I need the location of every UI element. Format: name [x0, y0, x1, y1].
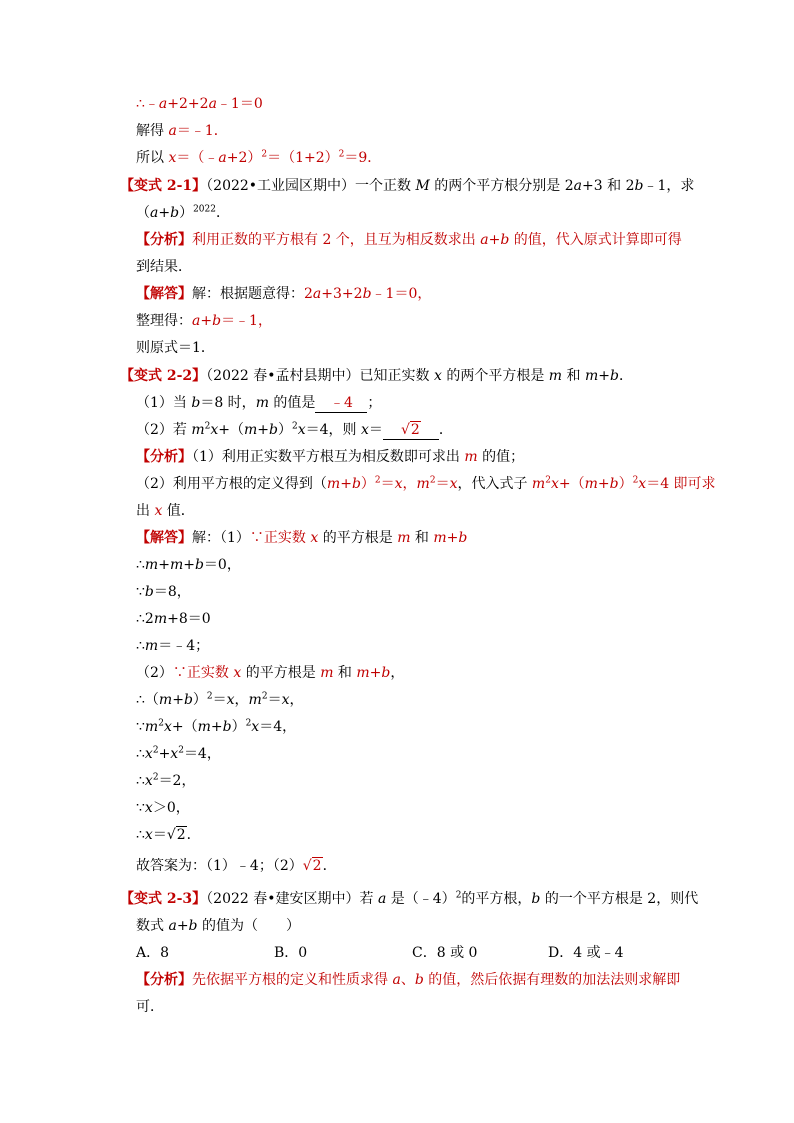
- text: 的两个平方根分别是 2: [429, 178, 574, 194]
- sqrt-arg: 2: [410, 422, 420, 438]
- var: x: [144, 800, 153, 816]
- var: m: [584, 476, 598, 492]
- text: +: [158, 557, 170, 573]
- text: +: [158, 746, 171, 762]
- variant-2-3-question-cont: [136, 917, 300, 935]
- text: ；: [367, 395, 382, 411]
- analysis-label: 【分析】: [136, 972, 192, 988]
- variant-2-1-solution: [136, 285, 431, 303]
- solution-label: 【解答】: [136, 530, 192, 546]
- text: 值．: [162, 503, 195, 519]
- var: m: [169, 557, 184, 573]
- text: ∵正实数: [172, 665, 234, 681]
- var: m: [356, 665, 370, 681]
- text: ∴: [136, 827, 145, 843]
- answer-blank: ﹣4: [315, 394, 367, 413]
- step: [136, 772, 195, 790]
- text: （: [136, 205, 150, 221]
- text: （2）利用平方根的定义得到（: [136, 476, 327, 492]
- var: b: [183, 692, 193, 708]
- text: ，: [402, 476, 417, 492]
- text: ＝9．: [344, 150, 382, 166]
- text: ．: [322, 858, 337, 874]
- text: +（: [218, 422, 245, 438]
- var: m: [197, 719, 211, 735]
- var: x: [170, 746, 179, 762]
- text: +: [183, 557, 195, 573]
- var: b: [414, 972, 424, 988]
- sup: 2: [545, 475, 551, 486]
- var: x: [154, 503, 163, 519]
- step: [136, 610, 211, 628]
- var: a: [218, 150, 227, 166]
- intro-line-2: [136, 122, 228, 140]
- variant-label: 【变式 2-1】: [120, 178, 207, 194]
- text: ＝4 即可求: [646, 476, 716, 492]
- text: ＝: [368, 422, 383, 438]
- var: b: [362, 286, 372, 302]
- text: +2+2: [167, 96, 209, 112]
- var: m: [464, 449, 478, 465]
- variant-2-2-part-1: [136, 394, 381, 412]
- var: m: [416, 476, 430, 492]
- text: +2）: [226, 150, 262, 166]
- text: 和: [410, 530, 434, 546]
- text: 的值；: [477, 449, 525, 465]
- text: ＝4，: [183, 746, 221, 762]
- option-d[interactable]: D．4 或﹣4: [548, 945, 624, 961]
- text: ．: [618, 368, 633, 384]
- sqrt-arg: 2: [312, 858, 322, 874]
- var: b: [634, 178, 644, 194]
- text: ＝: [435, 476, 450, 492]
- var: m: [531, 476, 546, 492]
- text: +: [446, 530, 459, 546]
- text: （2022•工业园区期中）一个正数: [206, 178, 416, 194]
- var: m: [144, 719, 159, 735]
- step: [136, 718, 296, 736]
- text: +: [200, 313, 213, 329]
- variant-2-2-question: [120, 367, 633, 385]
- var: x: [297, 422, 306, 438]
- text: ﹣1＝0: [216, 96, 263, 112]
- var: b: [381, 665, 391, 681]
- var: m: [144, 557, 159, 573]
- text: 所以: [136, 150, 169, 166]
- var: x: [550, 476, 559, 492]
- text: ＝4，: [259, 719, 297, 735]
- text: ∴: [136, 746, 145, 762]
- text: 解得: [136, 123, 169, 139]
- text: ＝: [212, 692, 227, 708]
- sup: 2: [178, 745, 184, 756]
- sqrt-expression: [167, 826, 187, 844]
- var: x: [233, 665, 242, 681]
- text: 和: [333, 665, 357, 681]
- variant-2-2-analysis-3: [136, 502, 195, 520]
- text: ＝8，: [153, 584, 191, 600]
- var: b: [500, 232, 510, 248]
- text: ＝﹣4；: [158, 638, 210, 654]
- variant-2-3-question: [120, 890, 698, 908]
- text: ∵: [136, 800, 145, 816]
- text: +8＝0: [167, 611, 211, 627]
- sqrt-radical: √: [166, 827, 176, 843]
- sqrt-expression: [303, 857, 323, 875]
- var: x: [449, 476, 458, 492]
- var: x: [251, 719, 260, 735]
- text: ∴: [136, 638, 145, 654]
- variant-2-2-analysis-2: [136, 475, 716, 493]
- var: a: [168, 918, 177, 934]
- text: （2）: [136, 665, 173, 681]
- text: ）: [192, 692, 207, 708]
- variant-2-3-analysis: [136, 971, 680, 989]
- var: x: [163, 719, 172, 735]
- sup: 2: [204, 421, 211, 432]
- var: a: [168, 123, 177, 139]
- var: a: [312, 286, 322, 302]
- sup: 2: [158, 718, 164, 729]
- variant-label: 【变式 2-2】: [120, 368, 207, 384]
- text: 的平方根是: [241, 665, 321, 681]
- var: m: [433, 530, 447, 546]
- text: ＝﹣1．: [176, 123, 228, 139]
- variant-2-1-step: [136, 312, 272, 330]
- var: a: [573, 178, 583, 194]
- text: ﹣1，求: [643, 178, 695, 194]
- text: ＝: [267, 692, 282, 708]
- text: （2022 春•孟村县期中）已知正实数: [206, 368, 434, 384]
- text: 的两个平方根是: [441, 368, 549, 384]
- text: 则原式＝1．: [136, 340, 215, 356]
- step: [136, 799, 190, 817]
- text: +: [210, 719, 223, 735]
- variant-2-2-solution: [136, 529, 467, 547]
- var: m: [326, 476, 341, 492]
- variant-2-2-part-2: [136, 421, 453, 439]
- text: ∴﹣: [136, 96, 159, 112]
- text: 的值是: [268, 395, 316, 411]
- sup: 2: [338, 149, 345, 160]
- var: b: [269, 422, 278, 438]
- var: x: [144, 746, 153, 762]
- text: +3 和 2: [582, 178, 635, 194]
- text: 和: [562, 368, 585, 384]
- variant-label: 【变式 2-3】: [120, 891, 207, 907]
- text: ∵正实数: [249, 530, 311, 546]
- text: +3+2: [321, 286, 363, 302]
- text: 的平方根是: [318, 530, 398, 546]
- text: 可．: [136, 999, 164, 1015]
- text: ，代入式子: [457, 476, 532, 492]
- sqrt-expression: [401, 421, 421, 439]
- var: m: [158, 692, 173, 708]
- var: b: [609, 368, 619, 384]
- text: 出: [136, 503, 155, 519]
- text: （1）利用正实数平方根互为相反数即可求出: [192, 449, 465, 465]
- text: ）: [278, 422, 292, 438]
- step: [136, 826, 201, 844]
- var: b: [212, 313, 222, 329]
- var: x: [210, 422, 219, 438]
- var: x: [394, 476, 403, 492]
- step: [136, 745, 221, 763]
- text: +: [598, 368, 610, 384]
- var: b: [170, 205, 180, 221]
- solution-label: 【解答】: [136, 286, 192, 302]
- step: [136, 664, 404, 682]
- variant-2-1-question-cont: [136, 204, 230, 222]
- var: m: [584, 368, 599, 384]
- text: ∴: [136, 773, 145, 789]
- sqrt-arg: 2: [176, 827, 186, 843]
- intro-line-3: [136, 149, 381, 167]
- text: 解：根据题意得：: [192, 286, 304, 302]
- var: m: [191, 422, 205, 438]
- variant-2-3-analysis-cont: [136, 998, 164, 1016]
- variant-2-2-answer: [136, 857, 337, 875]
- text: 利用正数的平方根有 2 个，且互为相反数求出: [192, 232, 481, 248]
- var: a: [208, 96, 217, 112]
- text: +（: [558, 476, 585, 492]
- text: ．: [438, 422, 453, 438]
- var: x: [361, 422, 369, 438]
- text: ）: [231, 719, 246, 735]
- var: m: [320, 665, 334, 681]
- var: x: [144, 827, 153, 843]
- text: +: [158, 205, 171, 221]
- text: +: [369, 665, 382, 681]
- text: ∴: [136, 557, 145, 573]
- sup: 2: [152, 745, 159, 756]
- option-a[interactable]: A．8: [136, 945, 170, 961]
- var: b: [222, 719, 232, 735]
- text: ＝（﹣: [176, 150, 219, 166]
- sqrt-radical: √: [400, 422, 410, 438]
- text: +（: [171, 719, 198, 735]
- text: ＝﹣1，: [221, 313, 272, 329]
- variant-2-1-analysis-cont: [136, 258, 192, 276]
- sup: 2: [245, 718, 252, 729]
- text: ＞0，: [152, 800, 190, 816]
- var: a: [192, 313, 201, 329]
- text: ＝（1+2）: [267, 150, 339, 166]
- var: b: [458, 530, 468, 546]
- var: m: [255, 395, 269, 411]
- var: x: [638, 476, 647, 492]
- sup: 2: [429, 475, 436, 486]
- text: 是（﹣4）: [386, 891, 456, 907]
- text: ＝2，: [158, 773, 196, 789]
- text: ＝: [380, 476, 395, 492]
- text: ∵: [136, 584, 145, 600]
- text: 2: [304, 286, 313, 302]
- analysis-label: 【分析】: [136, 449, 192, 465]
- text: 先依据平方根的定义和性质求得: [192, 972, 393, 988]
- var: m: [548, 368, 563, 384]
- text: 的一个平方根是 2，则代: [540, 891, 699, 907]
- answer-blank: [383, 421, 439, 440]
- var: a: [150, 205, 159, 221]
- text: 、: [400, 972, 415, 988]
- sup: 2: [455, 890, 462, 901]
- step: [136, 691, 303, 709]
- option-c[interactable]: C．8 或 0: [412, 945, 478, 961]
- var: x: [144, 773, 153, 789]
- var: b: [144, 584, 154, 600]
- var: m: [248, 692, 262, 708]
- text: （2022 春•建安区期中）若: [206, 891, 378, 907]
- var: x: [281, 692, 290, 708]
- analysis-label: 【分析】: [136, 232, 192, 248]
- text: 数式: [136, 918, 169, 934]
- var: m: [244, 422, 258, 438]
- text: ＝8 时，: [200, 395, 256, 411]
- var: x: [168, 150, 177, 166]
- sup: 2022: [193, 204, 216, 215]
- text: ）: [360, 476, 375, 492]
- text: +: [488, 232, 501, 248]
- text: ，: [289, 692, 304, 708]
- text: 到结果．: [136, 259, 192, 275]
- sup: 2: [261, 691, 268, 702]
- text: ，: [390, 665, 405, 681]
- intro-line-1: [136, 95, 263, 113]
- text: ∵: [136, 719, 145, 735]
- text: +: [597, 476, 610, 492]
- text: 的值，代入原式计算即可得: [509, 232, 682, 248]
- option-b[interactable]: B．0: [274, 945, 308, 961]
- text: +: [340, 476, 352, 492]
- variant-2-2-analysis: [136, 448, 524, 466]
- var: m: [153, 611, 168, 627]
- variant-2-1-result: [136, 339, 215, 357]
- var: b: [191, 395, 201, 411]
- text: （1）当: [136, 395, 192, 411]
- var: x: [310, 530, 319, 546]
- text: ∴（: [136, 692, 159, 708]
- text: ．: [186, 827, 201, 843]
- var: a: [158, 96, 168, 112]
- sup: 2: [261, 149, 268, 160]
- text: 整理得：: [136, 313, 192, 329]
- text: ＝4，则: [305, 422, 361, 438]
- sup: 2: [632, 475, 639, 486]
- var: b: [188, 918, 198, 934]
- text: +: [172, 692, 184, 708]
- text: 解：（1）: [192, 530, 250, 546]
- text: +: [176, 918, 189, 934]
- text: ∴2: [136, 611, 154, 627]
- var: b: [351, 476, 361, 492]
- var: m: [397, 530, 411, 546]
- var: x: [226, 692, 235, 708]
- text: ．: [215, 205, 230, 221]
- text: 的值，然后依据有理数的加法法则求解即: [423, 972, 681, 988]
- var: a: [377, 891, 387, 907]
- text: 的值为（ ）: [197, 918, 300, 934]
- sup: 2: [152, 772, 159, 783]
- sup: 2: [206, 691, 213, 702]
- text: 的平方根，: [461, 891, 532, 907]
- sup: 2: [292, 421, 298, 432]
- var: b: [609, 476, 619, 492]
- text: ＝: [152, 827, 167, 843]
- step: [136, 583, 191, 601]
- var: a: [392, 972, 401, 988]
- variant-2-1-question: [120, 177, 694, 195]
- step: [136, 556, 241, 574]
- sup: 2: [374, 475, 381, 486]
- var: M: [415, 178, 430, 194]
- var: m: [144, 638, 159, 654]
- var: x: [433, 368, 442, 384]
- text: 故答案为：（1）﹣4；（2）: [136, 858, 303, 874]
- text: ，: [234, 692, 249, 708]
- variant-2-1-analysis: [136, 231, 682, 249]
- text: （2）若: [136, 422, 192, 438]
- text: ）: [179, 205, 194, 221]
- var: a: [480, 232, 489, 248]
- var: b: [531, 891, 541, 907]
- text: ）: [618, 476, 633, 492]
- variant-2-3-options: [0, 944, 794, 962]
- text: ﹣1＝0，: [371, 286, 432, 302]
- text: +: [257, 422, 270, 438]
- text: ＝0，: [203, 557, 241, 573]
- sqrt-radical: √: [302, 858, 312, 874]
- step: [136, 637, 209, 655]
- var: b: [194, 557, 204, 573]
